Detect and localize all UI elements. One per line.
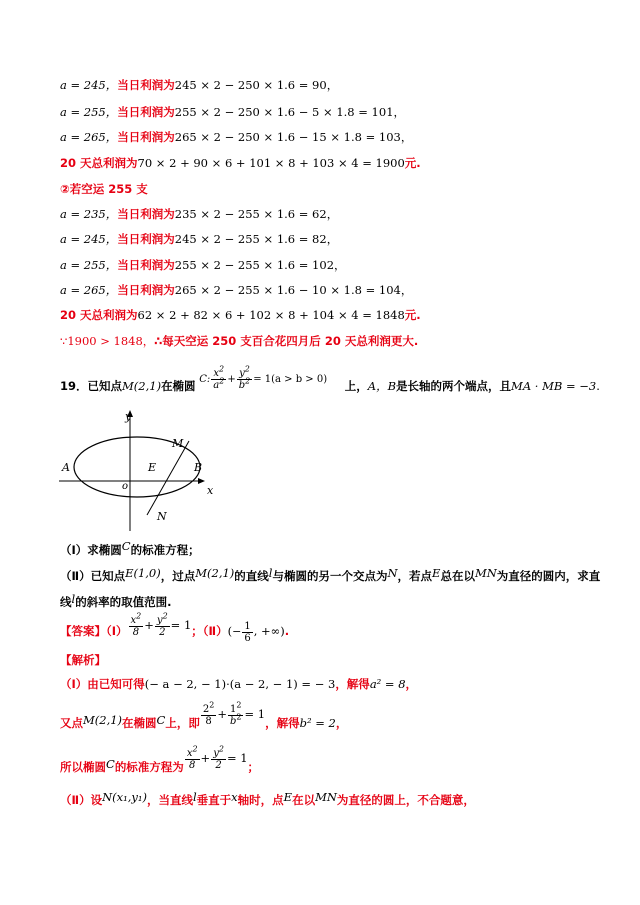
conclusion-text: ∴每天空运 250 支百合花四月后 20 天总利润更大. bbox=[154, 334, 419, 348]
point-m: M(2,1) bbox=[122, 379, 162, 393]
total-unit: 元. bbox=[404, 308, 421, 322]
profit-row-1 bbox=[60, 77, 338, 93]
profit-row-6 bbox=[60, 257, 346, 273]
total-label: 20 天总利润为 bbox=[60, 156, 138, 170]
profit-row-5 bbox=[60, 231, 338, 247]
total-expression: 62 × 2 + 82 × 6 + 102 × 8 + 104 × 4 = 1848 bbox=[137, 308, 405, 322]
row-condition: a = 265， bbox=[60, 283, 118, 297]
row-label: 当日利润为 bbox=[117, 130, 175, 144]
label-n: N bbox=[157, 510, 167, 523]
analysis-tag: 【解析】 bbox=[60, 653, 106, 667]
answer-range: (− $\frac{1}{6}$ , +∞) bbox=[227, 620, 285, 644]
solution-2: 又点M(2,1)在椭圆C上，即 $\frac{2^2}{8}$ + $\frac{1^2}{b^2}$ = 1，解得b² = 2， bbox=[60, 700, 348, 730]
frac-y2-b2: $\frac{y^2}{b^2}$ bbox=[238, 364, 251, 391]
total-row-255 bbox=[60, 307, 421, 323]
row-condition: a = 235， bbox=[60, 207, 118, 221]
row-condition: a = 245， bbox=[60, 78, 118, 92]
ellipse-figure bbox=[55, 405, 225, 535]
label-y: y bbox=[125, 410, 132, 423]
part-1: （Ⅰ）求椭圆C的标准方程； bbox=[60, 539, 200, 557]
row-expression: 265 × 2 − 250 × 1.6 − 15 × 1.8 = 103， bbox=[174, 130, 413, 144]
profit-row-3 bbox=[60, 129, 412, 145]
row-label: 当日利润为 bbox=[117, 283, 175, 297]
row-label: 当日利润为 bbox=[117, 78, 175, 92]
row-expression: 235 × 2 − 255 × 1.6 = 62， bbox=[174, 207, 339, 221]
label-x: x bbox=[207, 484, 214, 497]
total-label: 20 天总利润为 bbox=[60, 308, 138, 322]
row-expression: 255 × 2 − 255 × 1.6 = 102， bbox=[174, 258, 346, 272]
solution-3: 所以椭圆C的标准方程为 $\frac{x^2}{8}$ + $\frac{y^2}{2}$ = 1； bbox=[60, 744, 260, 774]
profit-row-2 bbox=[60, 104, 405, 120]
row-expression: 255 × 2 − 250 × 1.6 − 5 × 1.8 = 101， bbox=[174, 105, 406, 119]
row-expression: 245 × 2 − 250 × 1.6 = 90， bbox=[174, 78, 339, 92]
x-axis-arrow bbox=[198, 478, 205, 484]
answer: 【答案】（Ⅰ） $\frac{x^2}{8}$ + $\frac{y^2}{2}$ = 1；（Ⅱ）(− $\frac{1}{6}$ , +∞). bbox=[60, 611, 290, 644]
label-b: B bbox=[194, 461, 203, 474]
points-ab: A，B bbox=[367, 379, 397, 393]
row-expression: 265 × 2 − 255 × 1.6 − 10 × 1.8 = 104， bbox=[174, 283, 413, 297]
case2-title: ②若空运 255 支 bbox=[60, 182, 148, 196]
frac-x2-a2: $\frac{x^2}{a^2}$ bbox=[213, 364, 225, 391]
part-2-line-1: （Ⅱ）已知点E(1,0)，过点M(2,1)的直线l与椭圆的另一个交点为N，若点E总在以MN为直径的圆内，求直 bbox=[60, 566, 601, 583]
line-mn bbox=[147, 441, 189, 515]
label-origin: o bbox=[122, 481, 129, 492]
row-condition: a = 255， bbox=[60, 258, 118, 272]
solution-4: （Ⅱ）设N(x₁,y₁)，当直线l垂直于x轴时，点E在以MN为直径的圆上，不合题意， bbox=[60, 790, 475, 807]
question-19: 19．已知点M(2,1)在椭圆 C: $\frac{x^2}{a^2}$ + $\frac{y^2}{b^2}$ = 1(a > b > 0) 上，A，B是长轴的两个端点，且MA · MB = −3. bbox=[60, 364, 600, 393]
label-e: E bbox=[148, 461, 157, 474]
dot-product: MA · MB = −3 bbox=[511, 379, 597, 393]
total-unit: 元. bbox=[404, 156, 421, 170]
row-expression: 245 × 2 − 255 × 1.6 = 82， bbox=[174, 232, 339, 246]
total-expression: 70 × 2 + 90 × 6 + 101 × 8 + 103 × 4 = 1900 bbox=[137, 156, 405, 170]
result-a2: a² = 8 bbox=[369, 677, 406, 691]
label-m: M bbox=[172, 437, 184, 450]
conclusion bbox=[60, 333, 418, 349]
row-condition: a = 255， bbox=[60, 105, 118, 119]
vector-equation: (− a − 2, − 1)·(a − 2, − 1) = − 3 bbox=[144, 677, 336, 691]
row-label: 当日利润为 bbox=[117, 258, 175, 272]
profit-row-7 bbox=[60, 282, 412, 298]
label-a: A bbox=[62, 461, 70, 474]
row-label: 当日利润为 bbox=[117, 207, 175, 221]
row-label: 当日利润为 bbox=[117, 105, 175, 119]
because: ∵1900 > 1848， bbox=[60, 334, 155, 348]
total-row-250 bbox=[60, 155, 421, 171]
row-condition: a = 245， bbox=[60, 232, 118, 246]
ellipse-condition: = 1(a > b > 0) bbox=[253, 374, 328, 385]
ellipse-prefix: C: bbox=[199, 374, 211, 385]
profit-row-4 bbox=[60, 206, 338, 222]
part-2-line-2: 线l的斜率的取值范围. bbox=[60, 592, 172, 609]
question-number: 19．已知点 bbox=[60, 379, 123, 393]
row-label: 当日利润为 bbox=[117, 232, 175, 246]
solution-1: （Ⅰ）由已知可得(− a − 2, − 1)·(a − 2, − 1) = − 3，解得a² = 8， bbox=[60, 677, 418, 691]
result-b2: b² = 2 bbox=[299, 716, 336, 730]
answer-tag: 【答案】 bbox=[60, 624, 106, 638]
row-condition: a = 265， bbox=[60, 130, 118, 144]
